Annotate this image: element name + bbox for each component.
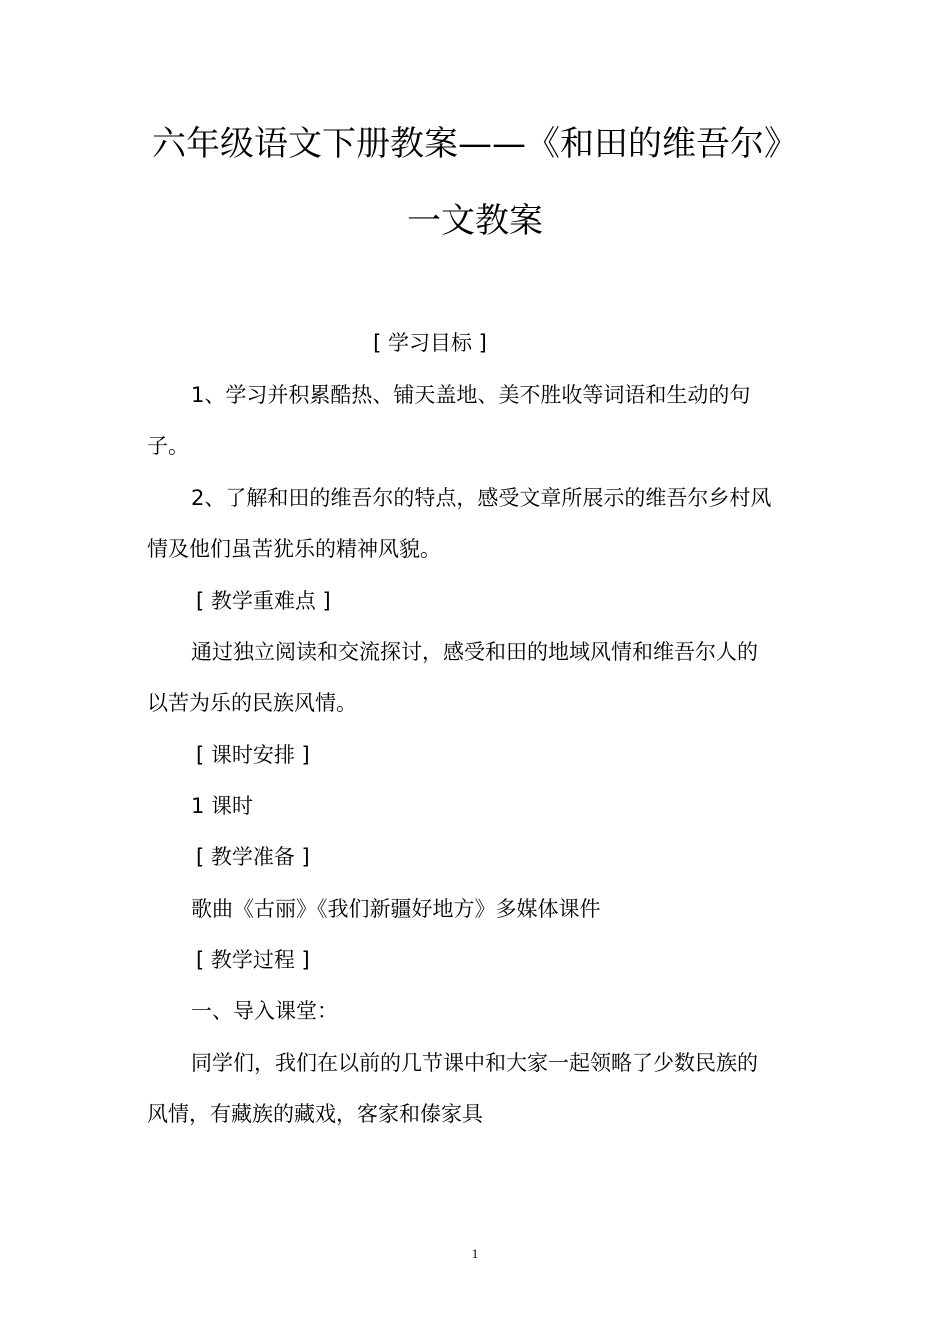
key-points-heading: [ 教学重难点 ]: [196, 589, 331, 613]
process-step-1: 一、导入课堂：: [191, 999, 338, 1023]
goal-1-line-1: 1、学习并积累酷热、铺天盖地、美不胜收等词语和生动的句: [191, 383, 751, 407]
schedule-text: 1 课时: [191, 794, 254, 818]
goal-1-line-2: 子。: [147, 434, 189, 458]
document-title-line-1: 六年级语文下册教案——《和田的维吾尔》: [152, 124, 798, 164]
document-title-line-2: 一文教案: [407, 201, 543, 241]
key-points-line-2: 以苦为乐的民族风情。: [147, 691, 357, 715]
learning-goals-heading: [ 学习目标 ]: [373, 331, 487, 355]
key-points-line-1: 通过独立阅读和交流探讨，感受和田的地域风情和维吾尔人的: [191, 640, 758, 664]
intro-paragraph-line-1: 同学们，我们在以前的几节课中和大家一起领略了少数民族的: [191, 1051, 758, 1075]
schedule-heading: [ 课时安排 ]: [196, 743, 310, 767]
intro-paragraph-line-2: 风情，有藏族的藏戏，客家和傣家具: [147, 1102, 483, 1126]
goal-2-line-1: 2、了解和田的维吾尔的特点，感受文章所展示的维吾尔乡村风: [191, 486, 772, 510]
process-heading: [ 教学过程 ]: [196, 948, 310, 972]
goal-2-line-2: 情及他们虽苦犹乐的精神风貌。: [147, 537, 441, 561]
preparation-text: 歌曲《古丽》《我们新疆好地方》多媒体课件: [191, 897, 601, 921]
preparation-heading: [ 教学准备 ]: [196, 845, 310, 869]
page-number: 1: [471, 1246, 479, 1261]
